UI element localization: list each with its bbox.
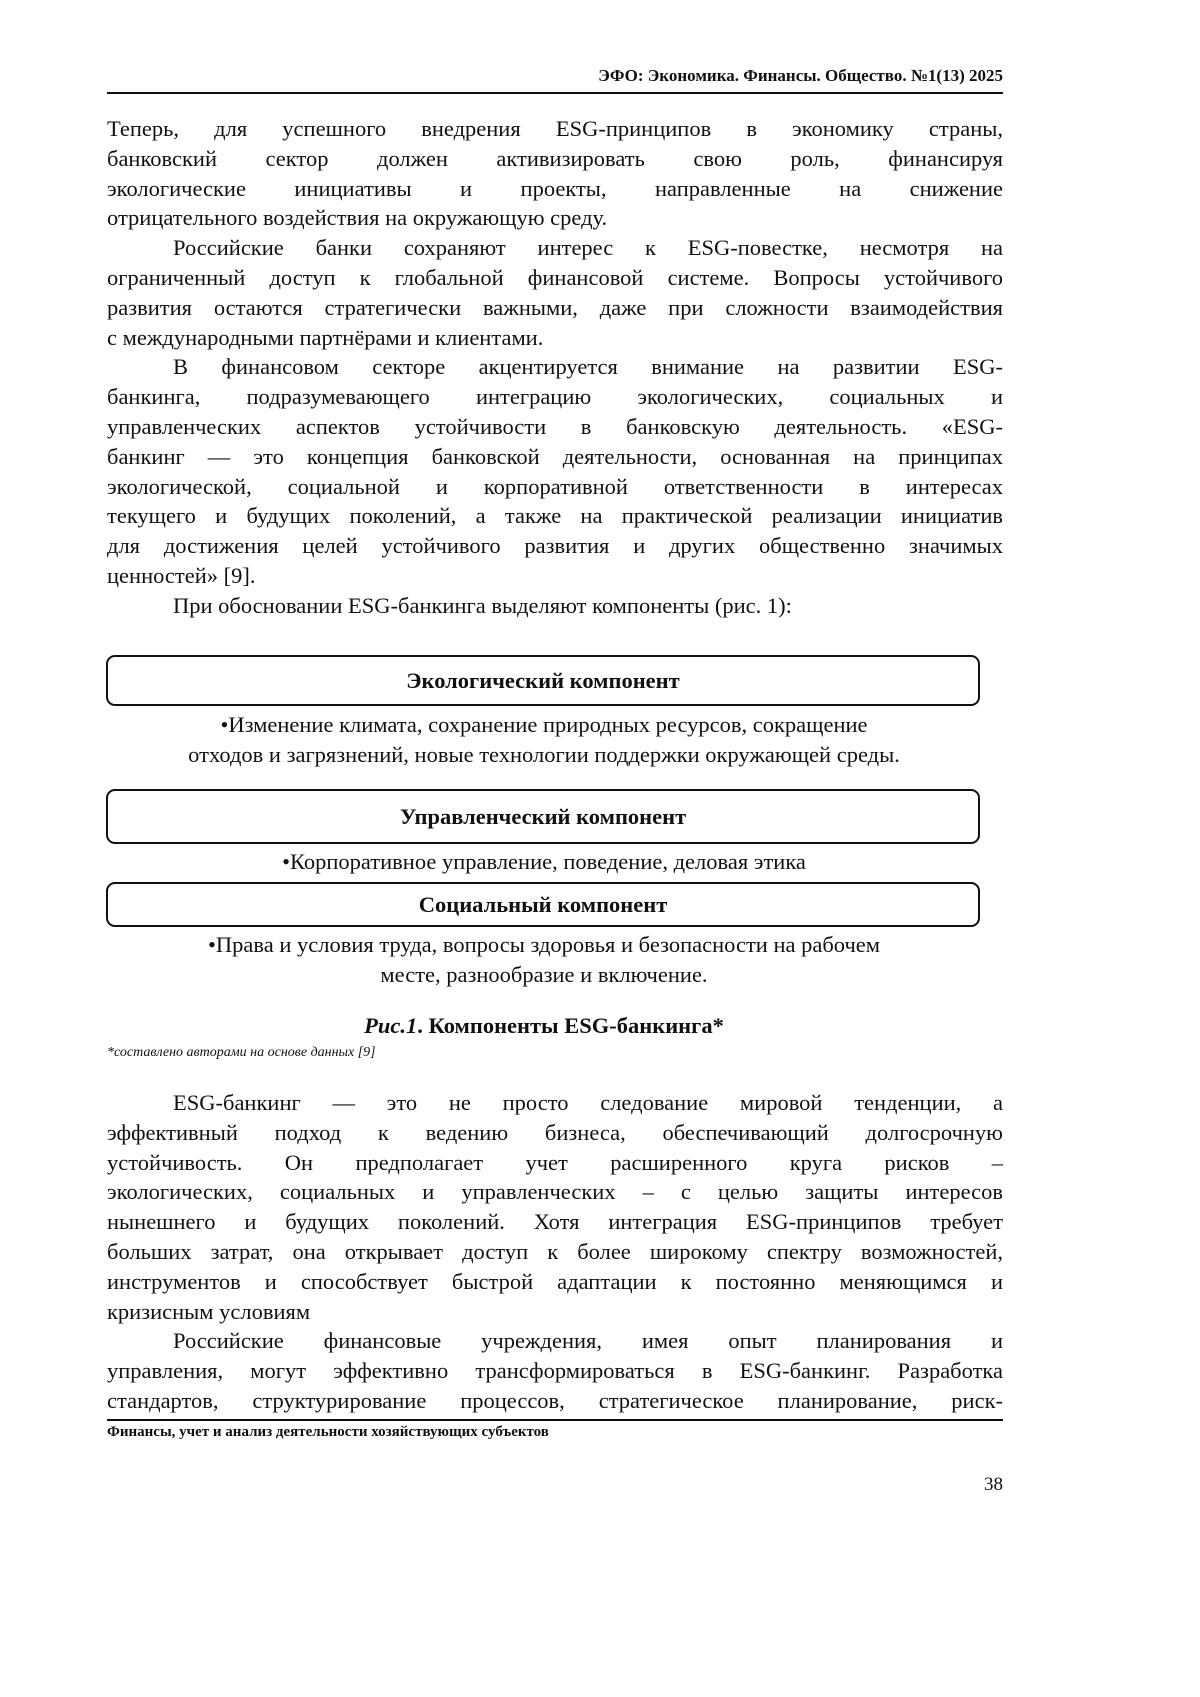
paragraph-line: Теперь, для успешного внедрения ESG-принципов в экономику страны, xyxy=(107,114,1003,144)
page-number: 38 xyxy=(984,1474,1003,1496)
component-description-line: •Изменение климата, сохранение природных ресурсов, сокращение xyxy=(106,710,982,740)
figure-caption xyxy=(106,1013,982,1039)
body-text-top xyxy=(107,114,1003,621)
paragraph-line: Российские финансовые учреждения, имея опыт планирования и xyxy=(107,1326,1003,1356)
component-description xyxy=(106,930,982,990)
paragraph-line: экологические инициативы и проекты, направленные на снижение xyxy=(107,174,1003,204)
paragraph-line: При обосновании ESG-банкинга выделяют компоненты (рис. 1): xyxy=(107,591,1003,621)
component-description xyxy=(106,847,982,877)
paragraph-line: банкинг — это концепция банковской деятельности, основанная на принципах xyxy=(107,442,1003,472)
paragraph-line: ограниченный доступ к глобальной финансовой системе. Вопросы устойчивого xyxy=(107,263,1003,293)
paragraph-line: экологических, социальных и управленческих – с целью защиты интересов xyxy=(107,1177,1003,1207)
paragraph-line: В финансовом секторе акцентируется внимание на развитии ESG- xyxy=(107,352,1003,382)
paragraph-line: для достижения целей устойчивого развития и других общественно значимых xyxy=(107,531,1003,561)
component-description-line: месте, разнообразие и включение. xyxy=(106,960,982,990)
paragraph-line: ESG-банкинг — это не просто следование мировой тенденции, а xyxy=(107,1088,1003,1118)
paragraph-line: экологической, социальной и корпоративной ответственности в интересах xyxy=(107,472,1003,502)
paragraph-line: отрицательного воздействия на окружающую среду. xyxy=(107,203,1003,233)
paragraph-line: больших затрат, она открывает доступ к более широкому спектру возможностей, xyxy=(107,1237,1003,1267)
component-description xyxy=(106,710,982,770)
component-description-line: •Права и условия труда, вопросы здоровья и безопасности на рабочем xyxy=(106,930,982,960)
paragraph-line: кризисным условиям xyxy=(107,1297,1003,1327)
paragraph-line: банкинга, подразумевающего интеграцию экологических, социальных и xyxy=(107,382,1003,412)
figure-caption-label: Рис.1 xyxy=(364,1013,417,1038)
body-text-bottom xyxy=(107,1088,1003,1416)
figure-source-note: *составлено авторами на основе данных [9] xyxy=(107,1045,376,1061)
paragraph-line: с международными партнёрами и клиентами. xyxy=(107,323,1003,353)
component-box xyxy=(106,882,980,927)
figure-caption-text: . Компоненты ESG-банкинга* xyxy=(417,1013,724,1038)
footer-rule xyxy=(107,1419,1003,1421)
paragraph-line: устойчивость. Он предполагает учет расширенного круга рисков – xyxy=(107,1148,1003,1178)
footer-section: Финансы, учет и анализ деятельности хозяйствующих субъектов xyxy=(107,1424,549,1441)
paragraph-line: ценностей» [9]. xyxy=(107,561,1003,591)
component-title: Управленческий компонент xyxy=(400,804,686,830)
component-box xyxy=(106,789,980,844)
paragraph-line: Российские банки сохраняют интерес к ESG-повестке, несмотря на xyxy=(107,233,1003,263)
component-box xyxy=(106,655,980,706)
component-description-line: •Корпоративное управление, поведение, деловая этика xyxy=(106,847,982,877)
paragraph-line: инструментов и способствует быстрой адаптации к постоянно меняющимся и xyxy=(107,1267,1003,1297)
component-description-line: отходов и загрязнений, новые технологии поддержки окружающей среды. xyxy=(106,740,982,770)
paragraph-line: текущего и будущих поколений, а также на практической реализации инициатив xyxy=(107,501,1003,531)
paragraph-line: эффективный подход к ведению бизнеса, обеспечивающий долгосрочную xyxy=(107,1118,1003,1148)
paragraph-line: управленческих аспектов устойчивости в банковскую деятельность. «ESG- xyxy=(107,412,1003,442)
paragraph-line: нынешнего и будущих поколений. Хотя интеграция ESG-принципов требует xyxy=(107,1207,1003,1237)
header-rule xyxy=(107,92,1003,94)
paragraph-line: банковский сектор должен активизировать свою роль, финансируя xyxy=(107,144,1003,174)
paragraph-line: стандартов, структурирование процессов, стратегическое планирование, риск- xyxy=(107,1386,1003,1416)
paragraph-line: управления, могут эффективно трансформироваться в ESG-банкинг. Разработка xyxy=(107,1356,1003,1386)
component-title: Социальный компонент xyxy=(419,892,668,918)
running-header: ЭФО: Экономика. Финансы. Общество. №1(13) 2025 xyxy=(107,66,1003,86)
paragraph-line: развития остаются стратегически важными, даже при сложности взаимодействия xyxy=(107,293,1003,323)
component-title: Экологический компонент xyxy=(406,668,679,694)
